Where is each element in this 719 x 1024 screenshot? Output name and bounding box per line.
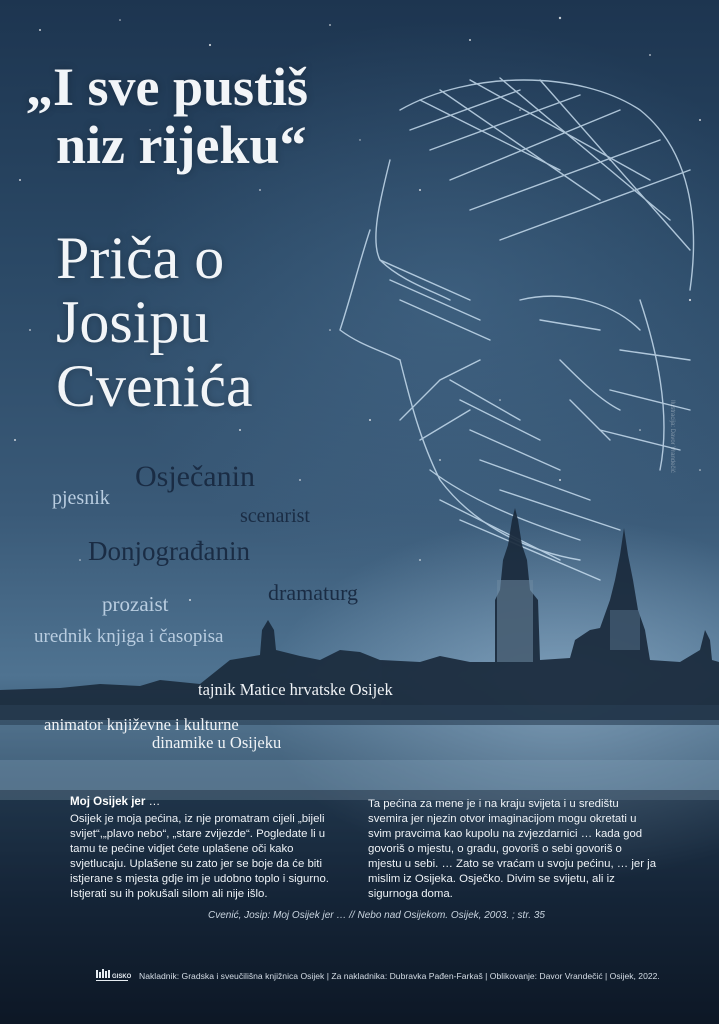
title-quote-line-2: niz rijeku“ bbox=[56, 115, 307, 175]
title-main-line-3: Cvenića bbox=[56, 353, 253, 419]
footer-text: Nakladnik: Gradska i sveučilišna knjižnica Osijek | Za nakladnika: Dubravka Pađen-Farkaš | Oblikovanje: Davor Vrandečić | Osijek, 2022. bbox=[139, 971, 660, 981]
role-scenarist: scenarist bbox=[240, 505, 310, 527]
role-donjogradjanin: Donjograđanin bbox=[88, 536, 250, 566]
role-urednik: urednik knjiga i časopisa bbox=[34, 626, 224, 647]
left-body-text: Osijek je moja pećina, iz nje promatram cijeli „bijeli svijet“,„plavo nebo“, „stare zvijezde“. Pogledate li u tamu te pećine vidjet ćete uplašene oči kako svjetlucaju. Uplašene su zato jer se boje da će biti istjerane s mjesta gdje im je udobno toplo i sigurno. Istjerati su ih pokušali silom ali nije išlo. bbox=[70, 813, 329, 900]
publisher-logo-text: GISKO bbox=[112, 974, 132, 980]
left-heading bbox=[70, 795, 160, 808]
role-osjecanin: Osječanin bbox=[135, 460, 255, 493]
role-pjesnik: pjesnik bbox=[52, 487, 110, 509]
publisher-logo bbox=[95, 967, 132, 985]
role-tajnik: tajnik Matice hrvatske Osijek bbox=[198, 680, 393, 699]
title-main-line-1: Priča o bbox=[56, 225, 225, 291]
role-prozaist: prozaist bbox=[102, 592, 169, 616]
title-quote-line-1: „I sve pustiš bbox=[26, 57, 309, 117]
title-quote bbox=[26, 58, 446, 174]
role-animator-line-1: animator književne i kulturne bbox=[44, 715, 239, 734]
left-heading-suffix: … bbox=[145, 795, 161, 808]
illustration-credit: Ilustracija: Davor Vrandečić bbox=[669, 400, 675, 473]
role-animator-line-2: dinamike u Osijeku bbox=[152, 733, 282, 752]
title-main-line-2: Josipu bbox=[56, 289, 210, 355]
role-dramaturg: dramaturg bbox=[268, 580, 359, 605]
right-body-text: Ta pećina za mene je i na kraju svijeta i u središtu svemira jer njezin otvor imaginacijom mogu okretati u svim pravcima kao kupolu na zvjezdarnici … kada god govoriš o mjestu, o gradu, govoriš o sebi govoriš o mjestu u sebi. … Zato se vraćam u svoju pećinu, … jer ja mislim iz Osijeka. Osječko. Divim se svijetu, ali iz sigurnoga doma. bbox=[368, 798, 657, 900]
left-heading-bold: Moj Osijek jer bbox=[70, 795, 146, 808]
citation: Cvenić, Josip: Moj Osijek jer … // Nebo nad Osijekom. Osijek, 2003. ; str. 35 bbox=[208, 910, 545, 921]
title-main bbox=[56, 226, 356, 418]
footer bbox=[95, 965, 695, 989]
